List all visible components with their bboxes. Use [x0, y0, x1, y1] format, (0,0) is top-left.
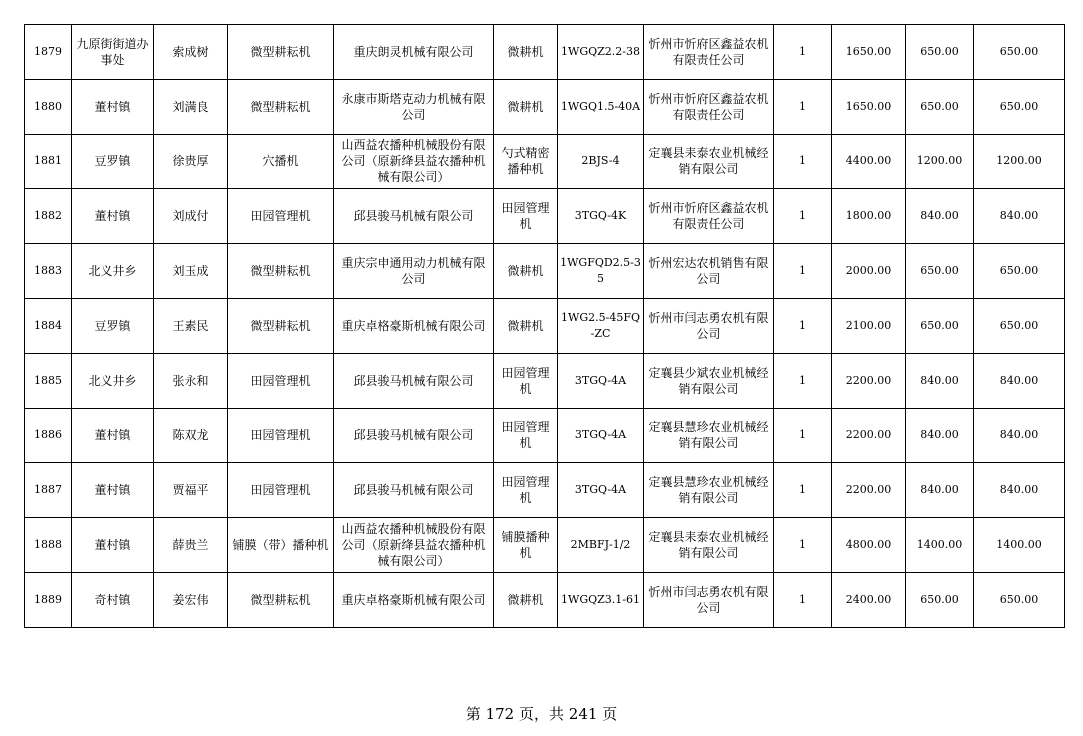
model-cell: 1WGQZ3.1-61	[558, 572, 644, 627]
table-row	[25, 79, 1065, 134]
quantity-cell: 1	[774, 353, 832, 408]
central-subsidy-cell: 650.00	[906, 298, 974, 353]
township-cell: 董村镇	[72, 463, 154, 518]
manufacturer-cell: 重庆卓格豪斯机械有限公司	[334, 572, 494, 627]
table-row	[25, 244, 1065, 299]
township-cell: 董村镇	[72, 79, 154, 134]
township-cell: 北义井乡	[72, 244, 154, 299]
model-cell: 1WGQ1.5-40A	[558, 79, 644, 134]
quantity-cell: 1	[774, 572, 832, 627]
serial-number-cell: 1884	[25, 298, 72, 353]
product-name-cell: 铺膜播种机	[494, 518, 558, 573]
product-name-cell: 微耕机	[494, 25, 558, 80]
central-subsidy-cell: 1200.00	[906, 134, 974, 189]
township-cell: 豆罗镇	[72, 134, 154, 189]
township-cell: 豆罗镇	[72, 298, 154, 353]
footer-prefix: 第	[465, 705, 481, 723]
total-subsidy-cell: 840.00	[974, 408, 1065, 463]
total-subsidy-cell: 650.00	[974, 572, 1065, 627]
serial-number-cell: 1880	[25, 79, 72, 134]
farmer-name-cell: 索成树	[154, 25, 228, 80]
machine-category-cell: 微型耕耘机	[228, 572, 334, 627]
sale-price-cell: 2400.00	[832, 572, 906, 627]
sale-price-cell: 1650.00	[832, 79, 906, 134]
total-subsidy-cell: 650.00	[974, 25, 1065, 80]
product-name-cell: 田园管理机	[494, 189, 558, 244]
quantity-cell: 1	[774, 408, 832, 463]
machine-category-cell: 铺膜（带）播种机	[228, 518, 334, 573]
sale-price-cell: 2200.00	[832, 463, 906, 518]
table-row	[25, 408, 1065, 463]
table-row	[25, 572, 1065, 627]
central-subsidy-cell: 840.00	[906, 189, 974, 244]
model-cell: 3TGQ-4A	[558, 408, 644, 463]
dealer-cell: 定襄县耒泰农业机械经销有限公司	[644, 518, 774, 573]
township-cell: 北义井乡	[72, 353, 154, 408]
footer-current-page: 172	[485, 705, 515, 723]
manufacturer-cell: 山西益农播种机械股份有限公司（原新绛县益农播种机械有限公司）	[334, 134, 494, 189]
central-subsidy-cell: 840.00	[906, 463, 974, 518]
sale-price-cell: 1650.00	[832, 25, 906, 80]
serial-number-cell: 1889	[25, 572, 72, 627]
manufacturer-cell: 重庆朗灵机械有限公司	[334, 25, 494, 80]
table-row	[25, 353, 1065, 408]
serial-number-cell: 1882	[25, 189, 72, 244]
model-cell: 2MBFJ-1/2	[558, 518, 644, 573]
dealer-cell: 忻州市忻府区鑫益农机有限责任公司	[644, 25, 774, 80]
sale-price-cell: 2100.00	[832, 298, 906, 353]
manufacturer-cell: 山西益农播种机械股份有限公司（原新绛县益农播种机械有限公司）	[334, 518, 494, 573]
sale-price-cell: 4400.00	[832, 134, 906, 189]
serial-number-cell: 1881	[25, 134, 72, 189]
dealer-cell: 定襄县耒泰农业机械经销有限公司	[644, 134, 774, 189]
sale-price-cell: 2200.00	[832, 353, 906, 408]
model-cell: 3TGQ-4A	[558, 353, 644, 408]
manufacturer-cell: 邱县骏马机械有限公司	[334, 463, 494, 518]
total-subsidy-cell: 840.00	[974, 463, 1065, 518]
footer-middle: 页，共	[518, 705, 564, 723]
model-cell: 1WG2.5-45FQ-ZC	[558, 298, 644, 353]
township-cell: 董村镇	[72, 408, 154, 463]
quantity-cell: 1	[774, 25, 832, 80]
dealer-cell: 忻州市忻府区鑫益农机有限责任公司	[644, 79, 774, 134]
dealer-cell: 忻州市闫志勇农机有限公司	[644, 572, 774, 627]
quantity-cell: 1	[774, 518, 832, 573]
table-row	[25, 298, 1065, 353]
dealer-cell: 定襄县慧珍农业机械经销有限公司	[644, 408, 774, 463]
township-cell: 董村镇	[72, 518, 154, 573]
serial-number-cell: 1886	[25, 408, 72, 463]
farmer-name-cell: 贾福平	[154, 463, 228, 518]
product-name-cell: 勺式精密播种机	[494, 134, 558, 189]
machine-category-cell: 微型耕耘机	[228, 79, 334, 134]
quantity-cell: 1	[774, 79, 832, 134]
farmer-name-cell: 姜宏伟	[154, 572, 228, 627]
sale-price-cell: 2200.00	[832, 408, 906, 463]
model-cell: 1WGFQD2.5-35	[558, 244, 644, 299]
product-name-cell: 田园管理机	[494, 353, 558, 408]
product-name-cell: 微耕机	[494, 572, 558, 627]
table-body	[25, 25, 1065, 628]
manufacturer-cell: 重庆宗申通用动力机械有限公司	[334, 244, 494, 299]
serial-number-cell: 1885	[25, 353, 72, 408]
central-subsidy-cell: 650.00	[906, 244, 974, 299]
machine-category-cell: 微型耕耘机	[228, 298, 334, 353]
dealer-cell: 忻州市忻府区鑫益农机有限责任公司	[644, 189, 774, 244]
page-footer	[0, 703, 1083, 724]
central-subsidy-cell: 840.00	[906, 353, 974, 408]
manufacturer-cell: 邱县骏马机械有限公司	[334, 353, 494, 408]
central-subsidy-cell: 650.00	[906, 572, 974, 627]
model-cell: 3TGQ-4A	[558, 463, 644, 518]
central-subsidy-cell: 650.00	[906, 79, 974, 134]
total-subsidy-cell: 650.00	[974, 244, 1065, 299]
product-name-cell: 微耕机	[494, 79, 558, 134]
manufacturer-cell: 重庆卓格豪斯机械有限公司	[334, 298, 494, 353]
product-name-cell: 微耕机	[494, 298, 558, 353]
product-name-cell: 微耕机	[494, 244, 558, 299]
farmer-name-cell: 徐贵厚	[154, 134, 228, 189]
farmer-name-cell: 王素民	[154, 298, 228, 353]
subsidy-table	[24, 24, 1065, 628]
farmer-name-cell: 薛贵兰	[154, 518, 228, 573]
quantity-cell: 1	[774, 244, 832, 299]
total-subsidy-cell: 840.00	[974, 353, 1065, 408]
sale-price-cell: 2000.00	[832, 244, 906, 299]
central-subsidy-cell: 1400.00	[906, 518, 974, 573]
township-cell: 奇村镇	[72, 572, 154, 627]
serial-number-cell: 1888	[25, 518, 72, 573]
quantity-cell: 1	[774, 189, 832, 244]
serial-number-cell: 1879	[25, 25, 72, 80]
dealer-cell: 定襄县慧珍农业机械经销有限公司	[644, 463, 774, 518]
footer-total-pages: 241	[568, 705, 598, 723]
table-row	[25, 518, 1065, 573]
farmer-name-cell: 陈双龙	[154, 408, 228, 463]
central-subsidy-cell: 840.00	[906, 408, 974, 463]
manufacturer-cell: 邱县骏马机械有限公司	[334, 189, 494, 244]
model-cell: 3TGQ-4K	[558, 189, 644, 244]
table-row	[25, 134, 1065, 189]
central-subsidy-cell: 650.00	[906, 25, 974, 80]
table-row	[25, 463, 1065, 518]
table-row	[25, 189, 1065, 244]
farmer-name-cell: 刘玉成	[154, 244, 228, 299]
quantity-cell: 1	[774, 463, 832, 518]
dealer-cell: 忻州宏达农机销售有限公司	[644, 244, 774, 299]
machine-category-cell: 田园管理机	[228, 189, 334, 244]
model-cell: 2BJS-4	[558, 134, 644, 189]
quantity-cell: 1	[774, 298, 832, 353]
total-subsidy-cell: 1400.00	[974, 518, 1065, 573]
serial-number-cell: 1883	[25, 244, 72, 299]
table-row	[25, 25, 1065, 80]
farmer-name-cell: 刘满良	[154, 79, 228, 134]
serial-number-cell: 1887	[25, 463, 72, 518]
model-cell: 1WGQZ2.2-38	[558, 25, 644, 80]
machine-category-cell: 田园管理机	[228, 353, 334, 408]
township-cell: 九原街街道办事处	[72, 25, 154, 80]
sale-price-cell: 4800.00	[832, 518, 906, 573]
machine-category-cell: 田园管理机	[228, 408, 334, 463]
total-subsidy-cell: 1200.00	[974, 134, 1065, 189]
footer-suffix: 页	[602, 705, 618, 723]
total-subsidy-cell: 650.00	[974, 298, 1065, 353]
machine-category-cell: 微型耕耘机	[228, 25, 334, 80]
product-name-cell: 田园管理机	[494, 463, 558, 518]
machine-category-cell: 田园管理机	[228, 463, 334, 518]
quantity-cell: 1	[774, 134, 832, 189]
farmer-name-cell: 刘成付	[154, 189, 228, 244]
product-name-cell: 田园管理机	[494, 408, 558, 463]
total-subsidy-cell: 840.00	[974, 189, 1065, 244]
machine-category-cell: 微型耕耘机	[228, 244, 334, 299]
machine-category-cell: 穴播机	[228, 134, 334, 189]
farmer-name-cell: 张永和	[154, 353, 228, 408]
manufacturer-cell: 永康市斯塔克动力机械有限公司	[334, 79, 494, 134]
dealer-cell: 定襄县少斌农业机械经销有限公司	[644, 353, 774, 408]
total-subsidy-cell: 650.00	[974, 79, 1065, 134]
sale-price-cell: 1800.00	[832, 189, 906, 244]
township-cell: 董村镇	[72, 189, 154, 244]
manufacturer-cell: 邱县骏马机械有限公司	[334, 408, 494, 463]
dealer-cell: 忻州市闫志勇农机有限公司	[644, 298, 774, 353]
